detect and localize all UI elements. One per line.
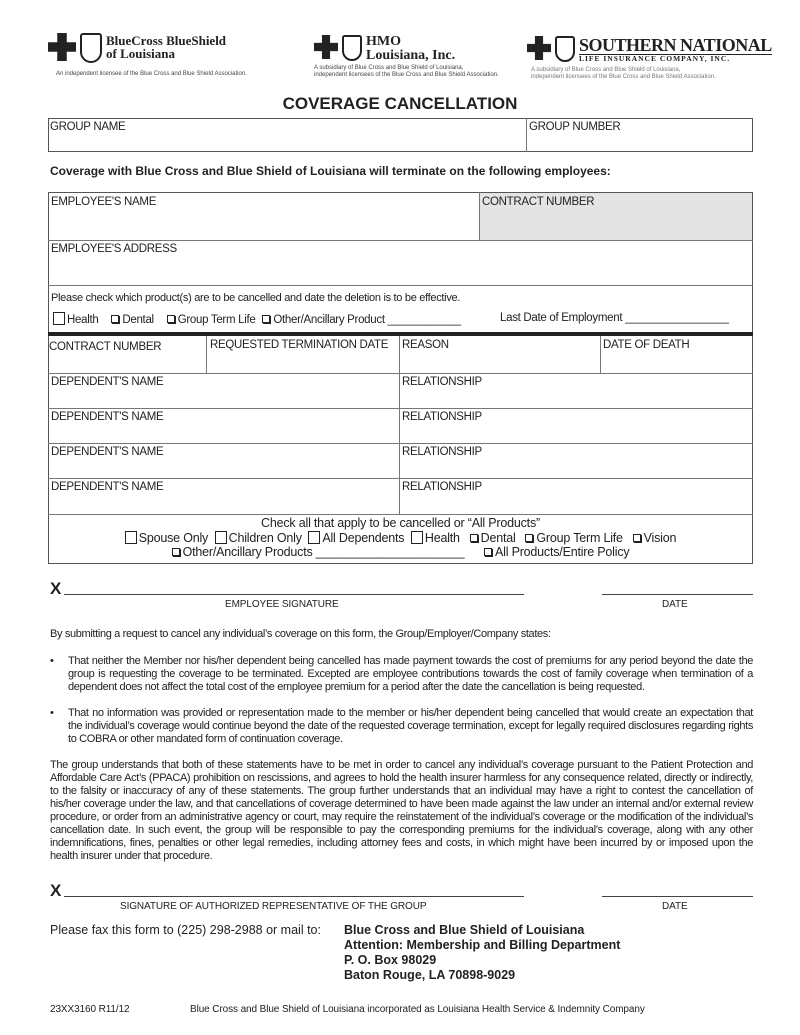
- fax-prompt: Please fax this form to (225) 298-2988 or mail to:: [50, 923, 321, 937]
- cross-icon: [48, 33, 76, 61]
- checkbox[interactable]: [167, 315, 175, 323]
- relationship-field[interactable]: RELATIONSHIP: [402, 481, 482, 493]
- employee-name-field[interactable]: EMPLOYEE'S NAME: [51, 196, 157, 208]
- option-all-dependents[interactable]: All Dependents: [308, 531, 404, 545]
- logo-name: LIFE INSURANCE COMPANY, INC.: [579, 54, 772, 63]
- reason-field[interactable]: REASON: [402, 339, 449, 351]
- shield-icon: [80, 33, 102, 63]
- employee-contract-field[interactable]: CONTRACT NUMBER: [482, 196, 595, 208]
- southern-national-logo: [527, 36, 772, 63]
- employee-signature-label: EMPLOYEE SIGNATURE: [225, 599, 339, 610]
- option-health[interactable]: Health: [411, 531, 460, 545]
- date-label: DATE: [662, 599, 688, 610]
- understanding-paragraph: The group understands that both of these statements have to be met in order to cancel any individual’s coverage pursuant to the Patient Protection and Affordable Care Act’s (PPACA) prohibition on rescissions, and agrees to hold the health insurer harmless for any consequence related, directly or indirectly, to the falsity or inaccuracy of any of these statements. The group further understands that an individual may have a right to contest the cancellation of his/her coverage under the law, and that cancellations of coverage determined to have been made against the law under an internal and/or external review procedure, or order from an administrative agency or court, may require the reinstatement of the individual’s coverage or the modification of the individual’s cancellation date. In such event, the group will be responsible to pay the corresponding premiums for the individual’s coverage, along with any other indemnifications, fines, penalties or other legal remedies, including attorney fees and costs, in which might have been incurred by or imposed upon the health insurer under that procedure.: [50, 759, 753, 862]
- option-group-term-life[interactable]: Group Term Life: [525, 531, 622, 545]
- logo-tagline: A subsidiary of Blue Cross and Blue Shield of Louisiana,: [314, 65, 464, 71]
- signature-mark: X: [50, 881, 62, 900]
- cancel-options-prompt: Check all that apply to be cancelled or “All Products”: [261, 516, 540, 530]
- checkbox[interactable]: [53, 312, 65, 325]
- statement-bullet: That neither the Member nor his/her dependent being cancelled has made payment towards the cost of premiums for any period beyond the date the group is requesting the coverage to be terminated. Excepted are employee contributions towards the cost of family coverage when termination of a dependent does not affect the total cost of the employee premium for a period after the date the cancellation is being requested.: [68, 655, 753, 693]
- date-of-death-field[interactable]: DATE OF DEATH: [603, 339, 690, 351]
- mail-address: Blue Cross and Blue Shield of Louisiana Attention: Membership and Billing Department P. O. Box 98029 Baton Rouge, LA 70898-9029: [344, 923, 621, 982]
- contract-number-field[interactable]: CONTRACT NUMBER: [49, 341, 162, 353]
- option-children-only[interactable]: Children Only: [215, 531, 302, 545]
- option-other-ancillary[interactable]: Other/Ancillary Products ______________________: [172, 545, 465, 559]
- option-vision[interactable]: Vision: [633, 531, 677, 545]
- dependent-name-field[interactable]: DEPENDENT'S NAME: [51, 481, 164, 493]
- products-prompt: Please check which product(s) are to be cancelled and date the deletion is to be effective.: [51, 292, 461, 304]
- group-box: [48, 118, 753, 152]
- cross-icon: [527, 36, 551, 60]
- hmo-logo: [314, 35, 455, 63]
- product-health[interactable]: Health: [53, 314, 98, 326]
- representative-signature-label: SIGNATURE OF AUTHORIZED REPRESENTATIVE OF THE GROUP: [120, 901, 427, 912]
- bcbsla-logo: [48, 33, 226, 63]
- page-title: COVERAGE CANCELLATION: [282, 94, 518, 113]
- dependent-name-field[interactable]: DEPENDENT'S NAME: [51, 376, 164, 388]
- employee-address-field[interactable]: EMPLOYEE'S ADDRESS: [51, 243, 177, 255]
- group-number-field[interactable]: GROUP NUMBER: [529, 121, 621, 133]
- checkbox[interactable]: [262, 315, 270, 323]
- group-name-field[interactable]: GROUP NAME: [50, 121, 126, 133]
- checkbox[interactable]: [111, 315, 119, 323]
- employee-signature-line[interactable]: [64, 594, 524, 595]
- date-label: DATE: [662, 901, 688, 912]
- statement-intro: By submitting a request to cancel any individual’s coverage on this form, the Group/Employer/Company states:: [50, 628, 551, 640]
- relationship-field[interactable]: RELATIONSHIP: [402, 376, 482, 388]
- logo-name: BlueCross BlueShield: [106, 33, 227, 48]
- relationship-field[interactable]: RELATIONSHIP: [402, 446, 482, 458]
- logo-name: of Louisiana: [106, 46, 175, 61]
- dependent-name-field[interactable]: DEPENDENT'S NAME: [51, 411, 164, 423]
- product-dental[interactable]: Dental: [111, 314, 153, 326]
- logo-name: SOUTHERN NATIONAL: [579, 35, 772, 55]
- representative-signature-line[interactable]: [64, 896, 524, 897]
- logo-tagline: An independent licensee of the Blue Cross and Blue Shield Association.: [56, 71, 247, 77]
- logo-tagline: A subsidiary of Blue Cross and Blue Shield of Louisiana,: [531, 67, 681, 73]
- signature-mark: X: [50, 579, 62, 598]
- logo-name: HMO: [366, 34, 401, 49]
- product-group-term-life[interactable]: Group Term Life: [167, 314, 256, 326]
- product-checkboxes: [53, 312, 461, 326]
- representative-date-line[interactable]: [602, 896, 753, 897]
- statement-bullet: That no information was provided or representation made to the member or his/her dependent being cancelled that would create an expectation that the individual’s coverage would continue beyond the date of the requested coverage termination, except for legally required disclosures regarding rights to COBRA or other mandated form of continuation coverage.: [68, 707, 753, 745]
- option-all-products[interactable]: All Products/Entire Policy: [484, 545, 629, 559]
- logo-tagline: independent licensees of the Blue Cross and Blue Shield Association.: [314, 72, 499, 79]
- cross-icon: [314, 35, 338, 59]
- footer-note: Blue Cross and Blue Shield of Louisiana incorporated as Louisiana Health Service & Indemnity Company: [190, 1004, 645, 1015]
- last-date-employment-field[interactable]: Last Date of Employment _________________: [500, 312, 729, 324]
- logo-name: Louisiana, Inc.: [366, 48, 456, 63]
- shield-icon: [342, 35, 362, 61]
- employee-date-line[interactable]: [602, 594, 753, 595]
- option-dental[interactable]: Dental: [470, 531, 516, 545]
- relationship-field[interactable]: RELATIONSHIP: [402, 411, 482, 423]
- option-spouse-only[interactable]: Spouse Only: [125, 531, 208, 545]
- shield-icon: [555, 36, 575, 62]
- termination-date-field[interactable]: REQUESTED TERMINATION DATE: [210, 339, 389, 351]
- product-other[interactable]: Other/Ancillary Product ____________: [262, 314, 460, 326]
- intro-text: Coverage with Blue Cross and Blue Shield of Louisiana will terminate on the following employees:: [50, 164, 611, 178]
- logo-tagline: independent licensees of the Blue Cross and Blue Shield Association.: [531, 74, 716, 81]
- cancel-options: [48, 516, 753, 560]
- dependent-name-field[interactable]: DEPENDENT'S NAME: [51, 446, 164, 458]
- form-id: 23XX3160 R11/12: [50, 1004, 130, 1015]
